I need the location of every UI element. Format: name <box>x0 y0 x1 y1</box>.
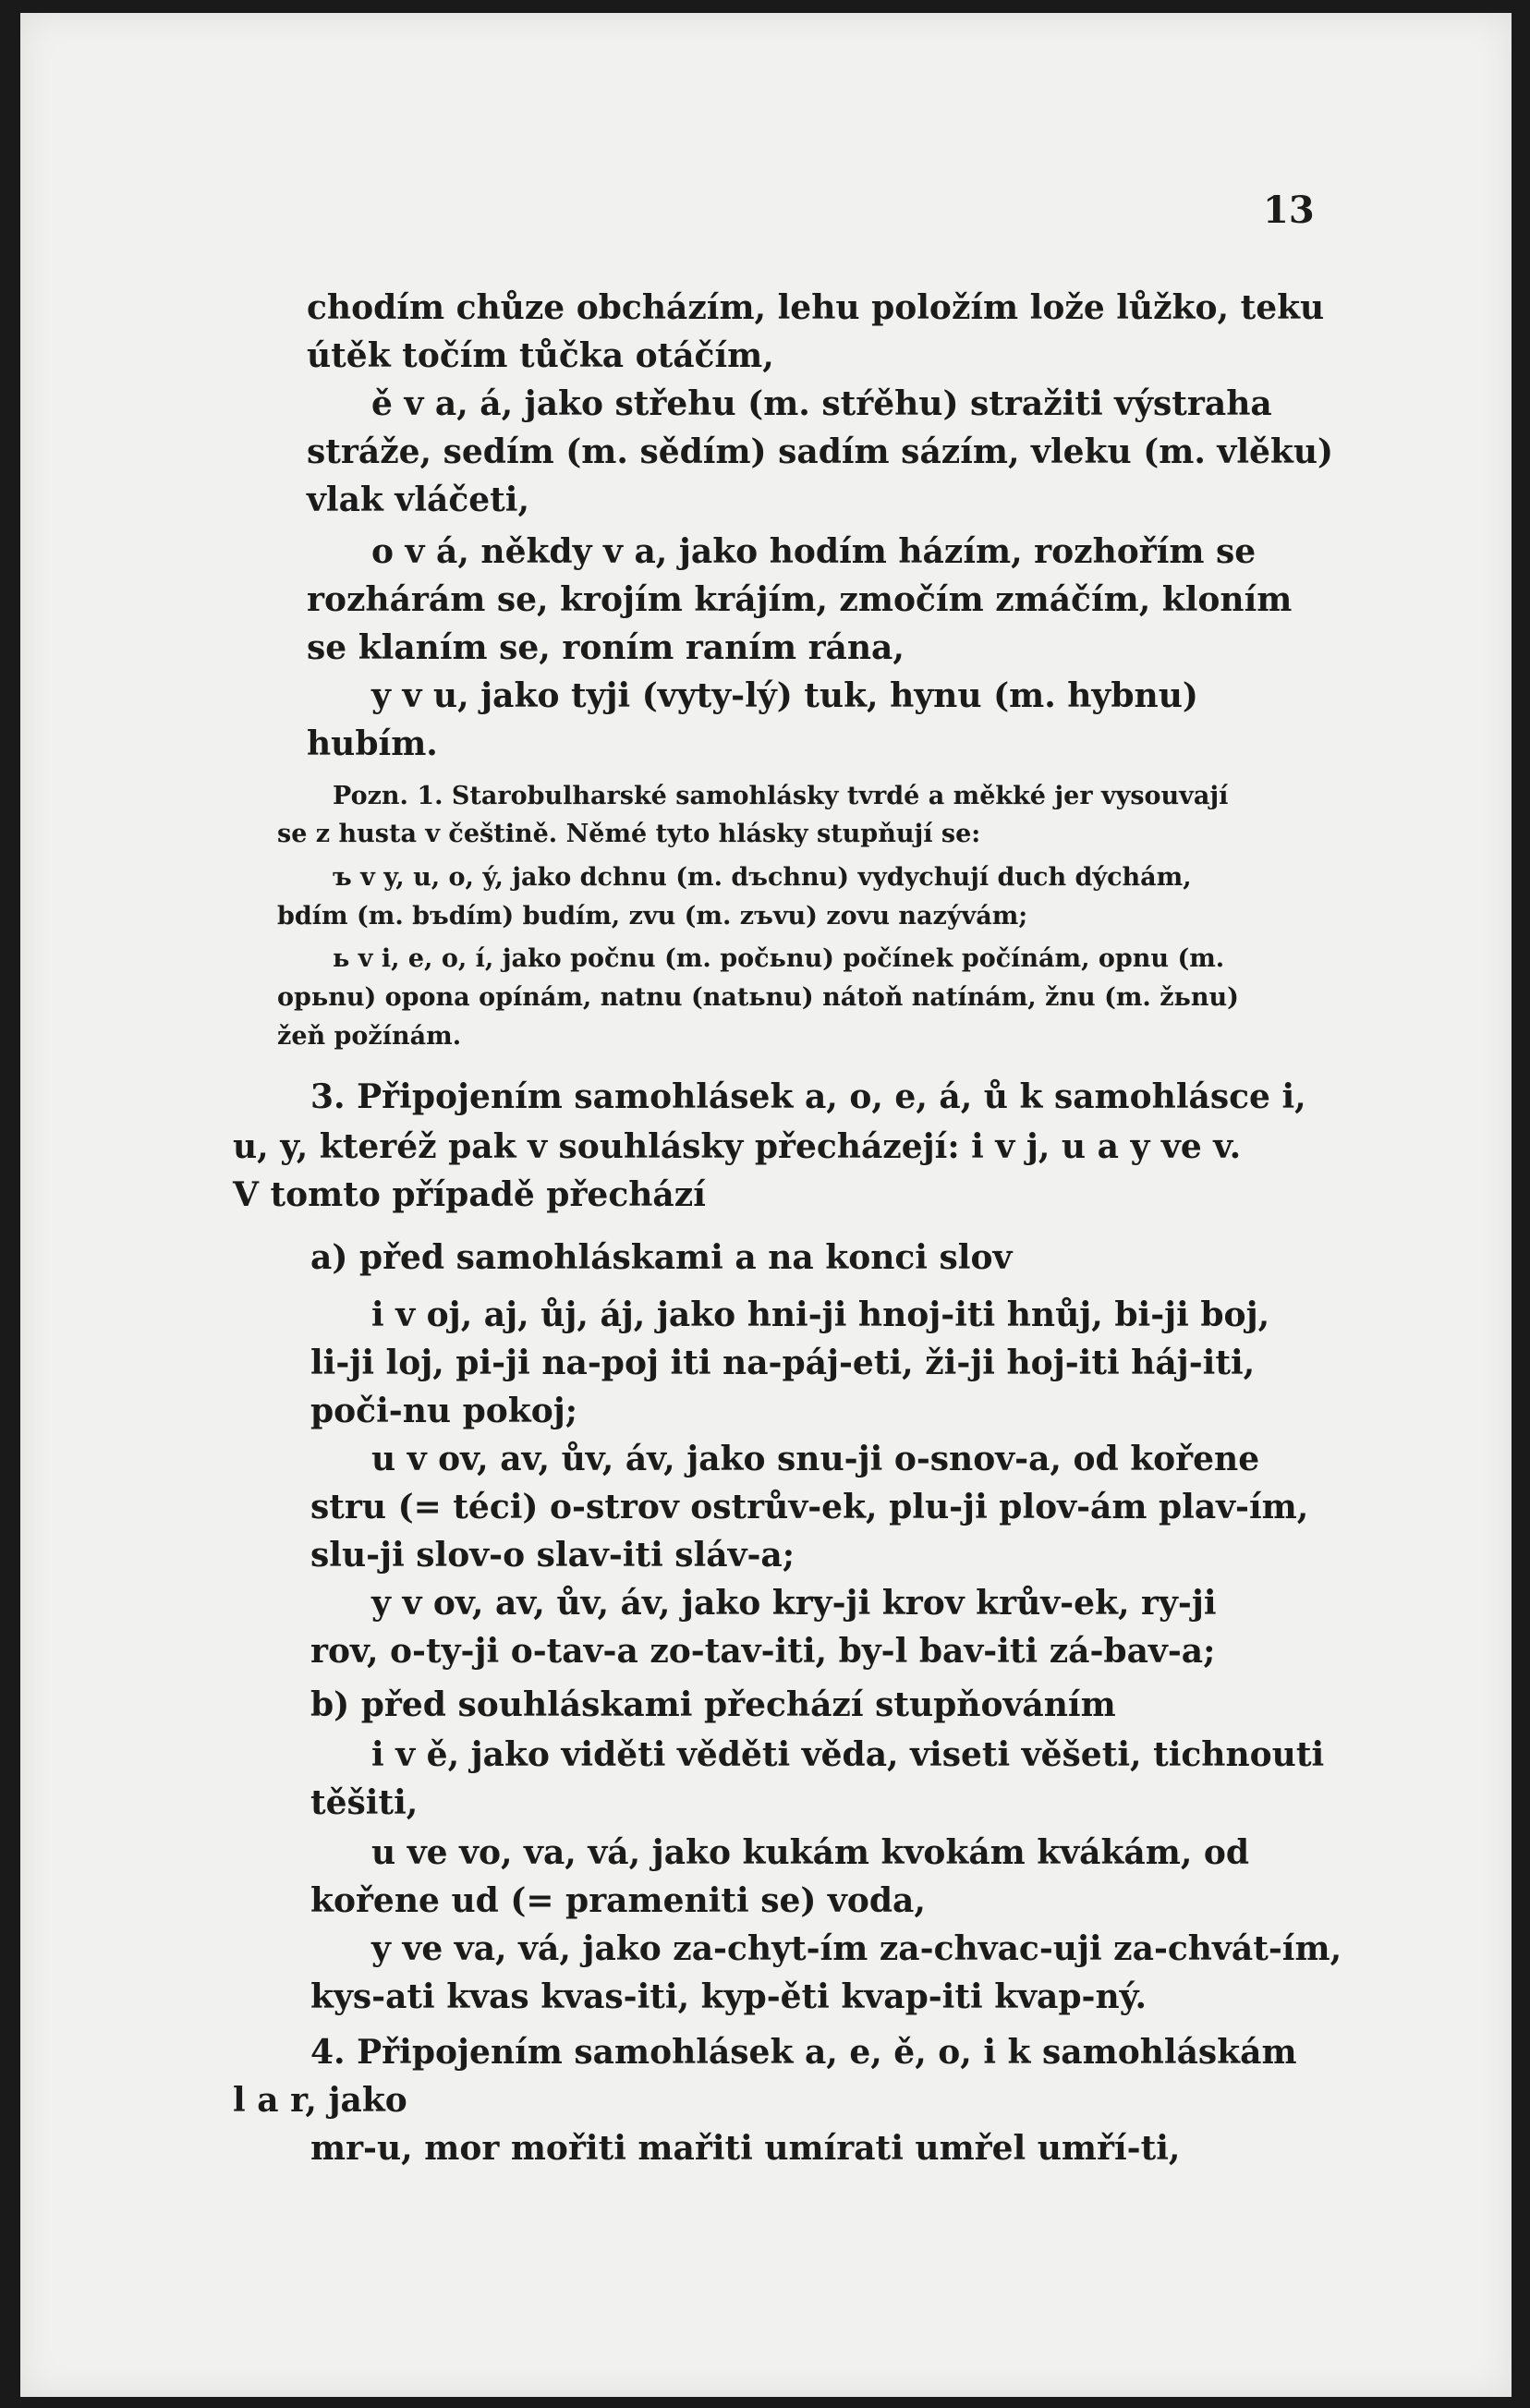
page-number: 13 <box>1263 189 1315 232</box>
note-line: žeň požínám. <box>277 1022 462 1051</box>
text-line: y v ov, av, ův, áv, jako kry-ji krov krův-ek, ry-ji <box>371 1584 1217 1623</box>
text-line: u ve vo, va, vá, jako kukám kvokám kvákám, od <box>371 1833 1250 1872</box>
text-line: i v oj, aj, ůj, áj, jako hni-ji hnoj-iti hnůj, bi-ji boj, <box>371 1295 1270 1334</box>
text-line: se klaním se, roním raním rána, <box>307 628 905 667</box>
text-line: vlak vláčeti, <box>307 480 529 519</box>
text-line: u, y, kteréž pak v souhlásky přecházejí: i v j, u a y ve v. <box>233 1127 1242 1166</box>
text-line: V tomto případě přechází <box>233 1175 706 1214</box>
text-line: u v ov, av, ův, áv, jako snu-ji o-snov-a, od kořene <box>371 1440 1260 1478</box>
text-line: y ve va, vá, jako za-chyt-ím za-chvac-uji za-chvát-ím, <box>371 1929 1342 1968</box>
text-line: ě v a, á, jako střehu (m. stŕěhu) stražiti výstraha <box>371 384 1272 423</box>
text-line: y v u, jako tyji (vyty-lý) tuk, hynu (m. hybnu) <box>371 676 1198 715</box>
text-line: stru (= téci) o-strov ostrův-ek, plu-ji plov-ám plav-ím, <box>310 1488 1309 1526</box>
note-line: ь v i, e, o, í, jako počnu (m. počьnu) počínek počínám, opnu (m. <box>333 944 1225 973</box>
text-line: kys-ati kvas kvas-iti, kyp-ěti kvap-iti kvap-ný. <box>310 1977 1147 2016</box>
note-line: se z husta v češtině. Němé tyto hlásky stupňují se: <box>277 820 981 848</box>
text-line: i v ě, jako viděti věděti věda, viseti věšeti, tichnouti <box>371 1735 1325 1774</box>
text-line: 4. Připojením samohlásek a, e, ě, o, i k samohláskám <box>310 2033 1297 2072</box>
text-line: chodím chůze obcházím, lehu položím lože lůžko, teku <box>307 288 1325 327</box>
note-line: Pozn. 1. Starobulharské samohlásky tvrdé a měkké jer vysouvají <box>333 782 1229 810</box>
text-line: stráže, sedím (m. sědím) sadím sázím, vleku (m. vlěku) <box>307 432 1334 471</box>
book-page <box>20 13 1512 2397</box>
text-line: kořene ud (= prameniti se) voda, <box>310 1881 926 1920</box>
text-line: poči-nu pokoj; <box>310 1392 578 1430</box>
note-line: opьnu) opona opínám, natnu (natьnu) nátoň natínám, žnu (m. žьnu) <box>277 983 1239 1012</box>
text-line: b) před souhláskami přechází stupňováním <box>310 1685 1116 1724</box>
text-line: slu-ji slov-o slav-iti sláv-a; <box>310 1536 795 1575</box>
text-line: o v á, někdy v a, jako hodím házím, rozhořím se <box>371 532 1257 571</box>
text-line: li-ji loj, pi-ji na-poj iti na-páj-eti, ži-ji hoj-iti háj-iti, <box>310 1344 1256 1382</box>
text-line: a) před samohláskami a na konci slov <box>310 1238 1013 1277</box>
text-line: útěk točím tůčka otáčím, <box>307 336 774 375</box>
note-line: bdím (m. bъdím) budím, zvu (m. zъvu) zovu nazývám; <box>277 902 1028 930</box>
text-line: hubím. <box>307 724 438 763</box>
note-line: ъ v y, u, o, ý, jako dchnu (m. dъchnu) vydychují duch dýchám, <box>333 863 1192 892</box>
text-line: mr-u, mor mořiti mařiti umírati umřel umří-ti, <box>310 2129 1181 2168</box>
text-line: 3. Připojením samohlásek a, o, e, á, ů k samohlásce i, <box>310 1077 1306 1116</box>
text-line: těšiti, <box>310 1783 419 1822</box>
text-line: rozhárám se, krojím krájím, zmočím zmáčím, kloním <box>307 580 1293 619</box>
text-line: l a r, jako <box>233 2081 407 2120</box>
text-line: rov, o-ty-ji o-tav-a zo-tav-iti, by-l bav-iti zá-bav-a; <box>310 1632 1216 1671</box>
